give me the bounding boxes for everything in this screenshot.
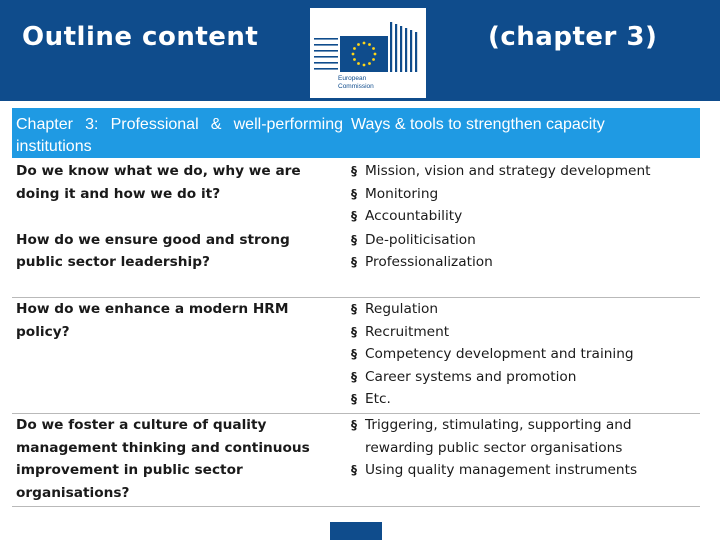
row-question: Do we know what we do, why we are doing it and how we do it?	[16, 163, 301, 202]
row-bullets	[347, 229, 700, 298]
eu-star-icon	[374, 53, 377, 56]
logo-caption-line2: Commission	[338, 83, 374, 90]
list-item: § Triggering, stimulating, supporting and rewarding public sector organisations	[351, 414, 696, 459]
eu-star-icon	[368, 43, 371, 46]
slide-subtitle: (chapter 3)	[488, 22, 658, 52]
list-item: § Competency development and training	[351, 343, 696, 366]
table-row	[12, 298, 700, 414]
table-row	[12, 414, 700, 507]
list-item: § Using quality management instruments	[351, 459, 696, 482]
list-item: § Recruitment	[351, 321, 696, 344]
table-header-ways: Ways & tools to strengthen capacity	[347, 108, 700, 158]
eu-star-icon	[353, 47, 356, 50]
table-header-chapter: Chapter 3: Professional & well-performing institutions	[12, 108, 347, 158]
eu-star-icon	[352, 53, 355, 56]
table-row	[12, 229, 700, 298]
list-item: § Etc.	[351, 388, 696, 411]
slide-title: Outline content	[22, 22, 259, 52]
row-question: How do we enhance a modern HRM policy?	[12, 298, 347, 414]
bullet-list	[351, 298, 696, 411]
european-commission-logo	[310, 8, 426, 98]
table-header-row	[12, 108, 700, 158]
eu-star-icon	[357, 62, 360, 65]
footer-mark	[330, 522, 382, 540]
eu-star-icon	[363, 42, 366, 45]
eu-flag-icon	[340, 36, 388, 72]
eu-star-icon	[353, 58, 356, 61]
list-item: § Mission, vision and strategy development	[351, 160, 696, 183]
eu-star-icon	[372, 58, 375, 61]
row-question: How do we ensure good and strong public sector leadership?	[16, 231, 290, 271]
bullet-list	[351, 414, 696, 482]
eu-star-icon	[372, 47, 375, 50]
row-bullets	[347, 298, 700, 414]
bullet-list	[351, 229, 696, 274]
list-item: § De-politicisation	[351, 229, 696, 252]
logo-caption-line1: European	[338, 75, 367, 82]
bullet-list	[351, 160, 696, 228]
outline-table	[12, 108, 700, 507]
list-item: § Accountability	[351, 205, 696, 228]
list-item: § Career systems and promotion	[351, 366, 696, 389]
eu-star-icon	[357, 43, 360, 46]
row-bullets	[347, 158, 700, 229]
row-bullets	[347, 414, 700, 507]
list-item: § Regulation	[351, 298, 696, 321]
row-question: Do we foster a culture of quality management thinking and continuous improvement in public sector organisations?	[12, 414, 347, 507]
logo-caption	[338, 75, 398, 91]
eu-star-icon	[363, 64, 366, 67]
list-item: § Professionalization	[351, 251, 696, 274]
eu-star-icon	[368, 62, 371, 65]
list-item: § Monitoring	[351, 183, 696, 206]
table-row	[12, 158, 700, 229]
